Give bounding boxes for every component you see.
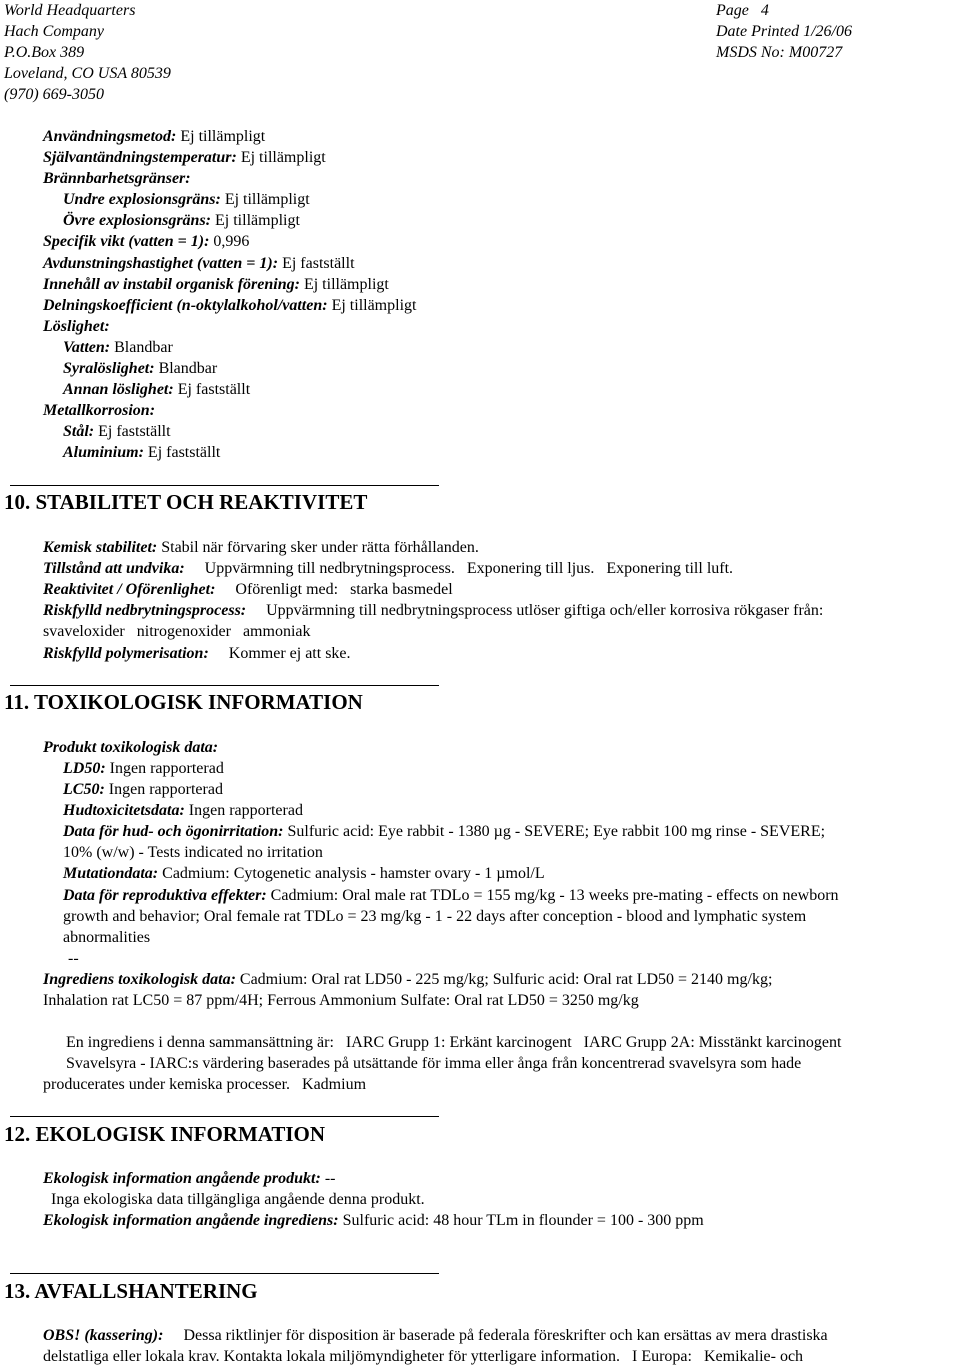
msds-number: MSDS No: M00727 xyxy=(716,44,843,61)
prop-syra: Syralöslighet: Blandbar xyxy=(63,360,218,377)
prop-stal: Stål: Ej fastställt xyxy=(63,423,171,440)
prop-undre: Undre explosionsgräns: Ej tillämpligt xyxy=(63,191,310,208)
s12-ingrediens: Ekologisk information angående ingrediens: Sulfuric acid: 48 hour TLm in flounder = 100 - 300 ppm xyxy=(43,1212,704,1229)
section-title-11: 11. TOXIKOLOGISK INFORMATION xyxy=(4,690,363,714)
s11-hud: Hudtoxicitetsdata: Ingen rapporterad xyxy=(63,802,303,819)
header-company-line: Loveland, CO USA 80539 xyxy=(4,65,171,82)
s12-produkt: Ekologisk information angående produkt: -- xyxy=(43,1170,336,1187)
s11-iarc: En ingrediens i denna sammansättning är: IARC Grupp 1: Erkänt karcinogent IARC Grupp 2A: Misstänkt karcinogent xyxy=(66,1034,842,1051)
prop-instabil: Innehåll av instabil organisk förening: Ej tillämpligt xyxy=(43,276,389,293)
s10-riskfylld: Riskfylld nedbrytningsprocess: Uppvärmning till nedbrytningsprocess utlöser giftiga och/eller korrosiva rökgaser från: xyxy=(43,602,824,619)
s11-iarc: Svavelsyra - IARC:s värdering baserades på utsättande för imma eller ånga från koncentrerad svavelsyra som hade xyxy=(66,1055,802,1072)
section-title-13: 13. AVFALLSHANTERING xyxy=(4,1279,258,1303)
s10-polymer: Riskfylld polymerisation: Kommer ej att ske. xyxy=(43,645,351,662)
s11-ld50: LD50: Ingen rapporterad xyxy=(63,760,224,777)
section-title-12: 12. EKOLOGISK INFORMATION xyxy=(4,1122,326,1146)
s13-obs-cont: delstatliga eller lokala krav. Kontakta lokala miljömyndigheter för ytterligare information. I Europa: Kemikalie- och xyxy=(43,1348,804,1365)
prop-delning: Delningskoefficient (n-oktylalkohol/vatten: Ej tillämpligt xyxy=(43,297,417,314)
header-company-line: (970) 669-3050 xyxy=(4,86,104,103)
section-divider xyxy=(10,685,439,686)
header-company-line: P.O.Box 389 xyxy=(4,44,85,61)
s10-tillstand: Tillstånd att undvika: Uppvärmning till nedbrytningsprocess. Exponering till ljus. Exponering till luft. xyxy=(43,560,734,577)
section-divider xyxy=(10,1273,439,1274)
prop-loslighet: Löslighet: xyxy=(43,318,110,335)
s10-kemisk: Kemisk stabilitet: Stabil när förvaring sker under rätta förhållanden. xyxy=(43,539,479,556)
section-divider xyxy=(10,485,439,486)
prop-sjalvantandning: Självantändningstemperatur: Ej tillämpligt xyxy=(43,149,326,166)
prop-vatten: Vatten: Blandbar xyxy=(63,339,173,356)
prop-aluminium: Aluminium: Ej fastställt xyxy=(63,444,221,461)
s11-ingrediens: Ingrediens toxikologisk data: Cadmium: Oral rat LD50 - 225 mg/kg; Sulfuric acid: Oral rat LD50 = 2140 mg/kg; xyxy=(43,971,773,988)
s11-repro-cont: abnormalities xyxy=(63,929,151,946)
prop-ovre: Övre explosionsgräns: Ej tillämpligt xyxy=(63,212,300,229)
section-divider xyxy=(10,1116,439,1117)
section-title-10: 10. STABILITET OCH REAKTIVITET xyxy=(4,490,368,514)
s12-produkt-cont: Inga ekologiska data tillgängliga angående denna produkt. xyxy=(51,1191,425,1208)
page-number: Page 4 xyxy=(716,2,769,19)
s11-dash: -- xyxy=(68,950,79,967)
s10-riskfylld-cont: svaveloxider nitrogenoxider ammoniak xyxy=(43,623,311,640)
s11-iarc: producerates under kemiska processer. Kadmium xyxy=(43,1076,367,1093)
s11-irritation: Data för hud- och ögonirritation: Sulfuric acid: Eye rabbit - 1380 µg - SEVERE; Eye rabbit 100 mg rinse - SEVERE; xyxy=(63,823,826,840)
s11-mutation: Mutationdata: Cadmium: Cytogenetic analysis - hamster ovary - 1 µmol/L xyxy=(63,865,545,882)
prop-annan: Annan löslighet: Ej fastställt xyxy=(63,381,251,398)
s11-repro-cont: growth and behavior; Oral female rat TDLo = 23 mg/kg - 1 - 22 days after conception - blood and lymphatic system xyxy=(63,908,807,925)
s13-obs: OBS! (kassering): Dessa riktlinjer för disposition är baserade på federala föreskrifter och kan ersättas av mera drastiska xyxy=(43,1327,828,1344)
s11-irritation-cont: 10% (w/w) - Tests indicated no irritation xyxy=(63,844,323,861)
prop-avdunstning: Avdunstningshastighet (vatten = 1): Ej fastställt xyxy=(43,255,355,272)
prop-specifik-vikt: Specifik vikt (vatten = 1): 0,996 xyxy=(43,233,250,250)
prop-brannbarhet: Brännbarhetsgränser: xyxy=(43,170,191,187)
s11-produkt: Produkt toxikologisk data: xyxy=(43,739,219,756)
date-printed: Date Printed 1/26/06 xyxy=(716,23,852,40)
s11-lc50: LC50: Ingen rapporterad xyxy=(63,781,223,798)
prop-anvandningsmetod: Användningsmetod: Ej tillämpligt xyxy=(43,128,266,145)
s11-repro: Data för reproduktiva effekter: Cadmium: Oral male rat TDLo = 155 mg/kg - 13 weeks pre-mating - effects on newborn xyxy=(63,887,839,904)
header-company-line: World Headquarters xyxy=(4,2,136,19)
s10-reaktivitet: Reaktivitet / Oförenlighet: Oförenligt med: starka basmedel xyxy=(43,581,453,598)
s11-ingrediens-cont: Inhalation rat LC50 = 87 ppm/4H; Ferrous Ammonium Sulfate: Oral rat LD50 = 3250 mg/kg xyxy=(43,992,639,1009)
header-company-line: Hach Company xyxy=(4,23,104,40)
prop-metall: Metallkorrosion: xyxy=(43,402,156,419)
